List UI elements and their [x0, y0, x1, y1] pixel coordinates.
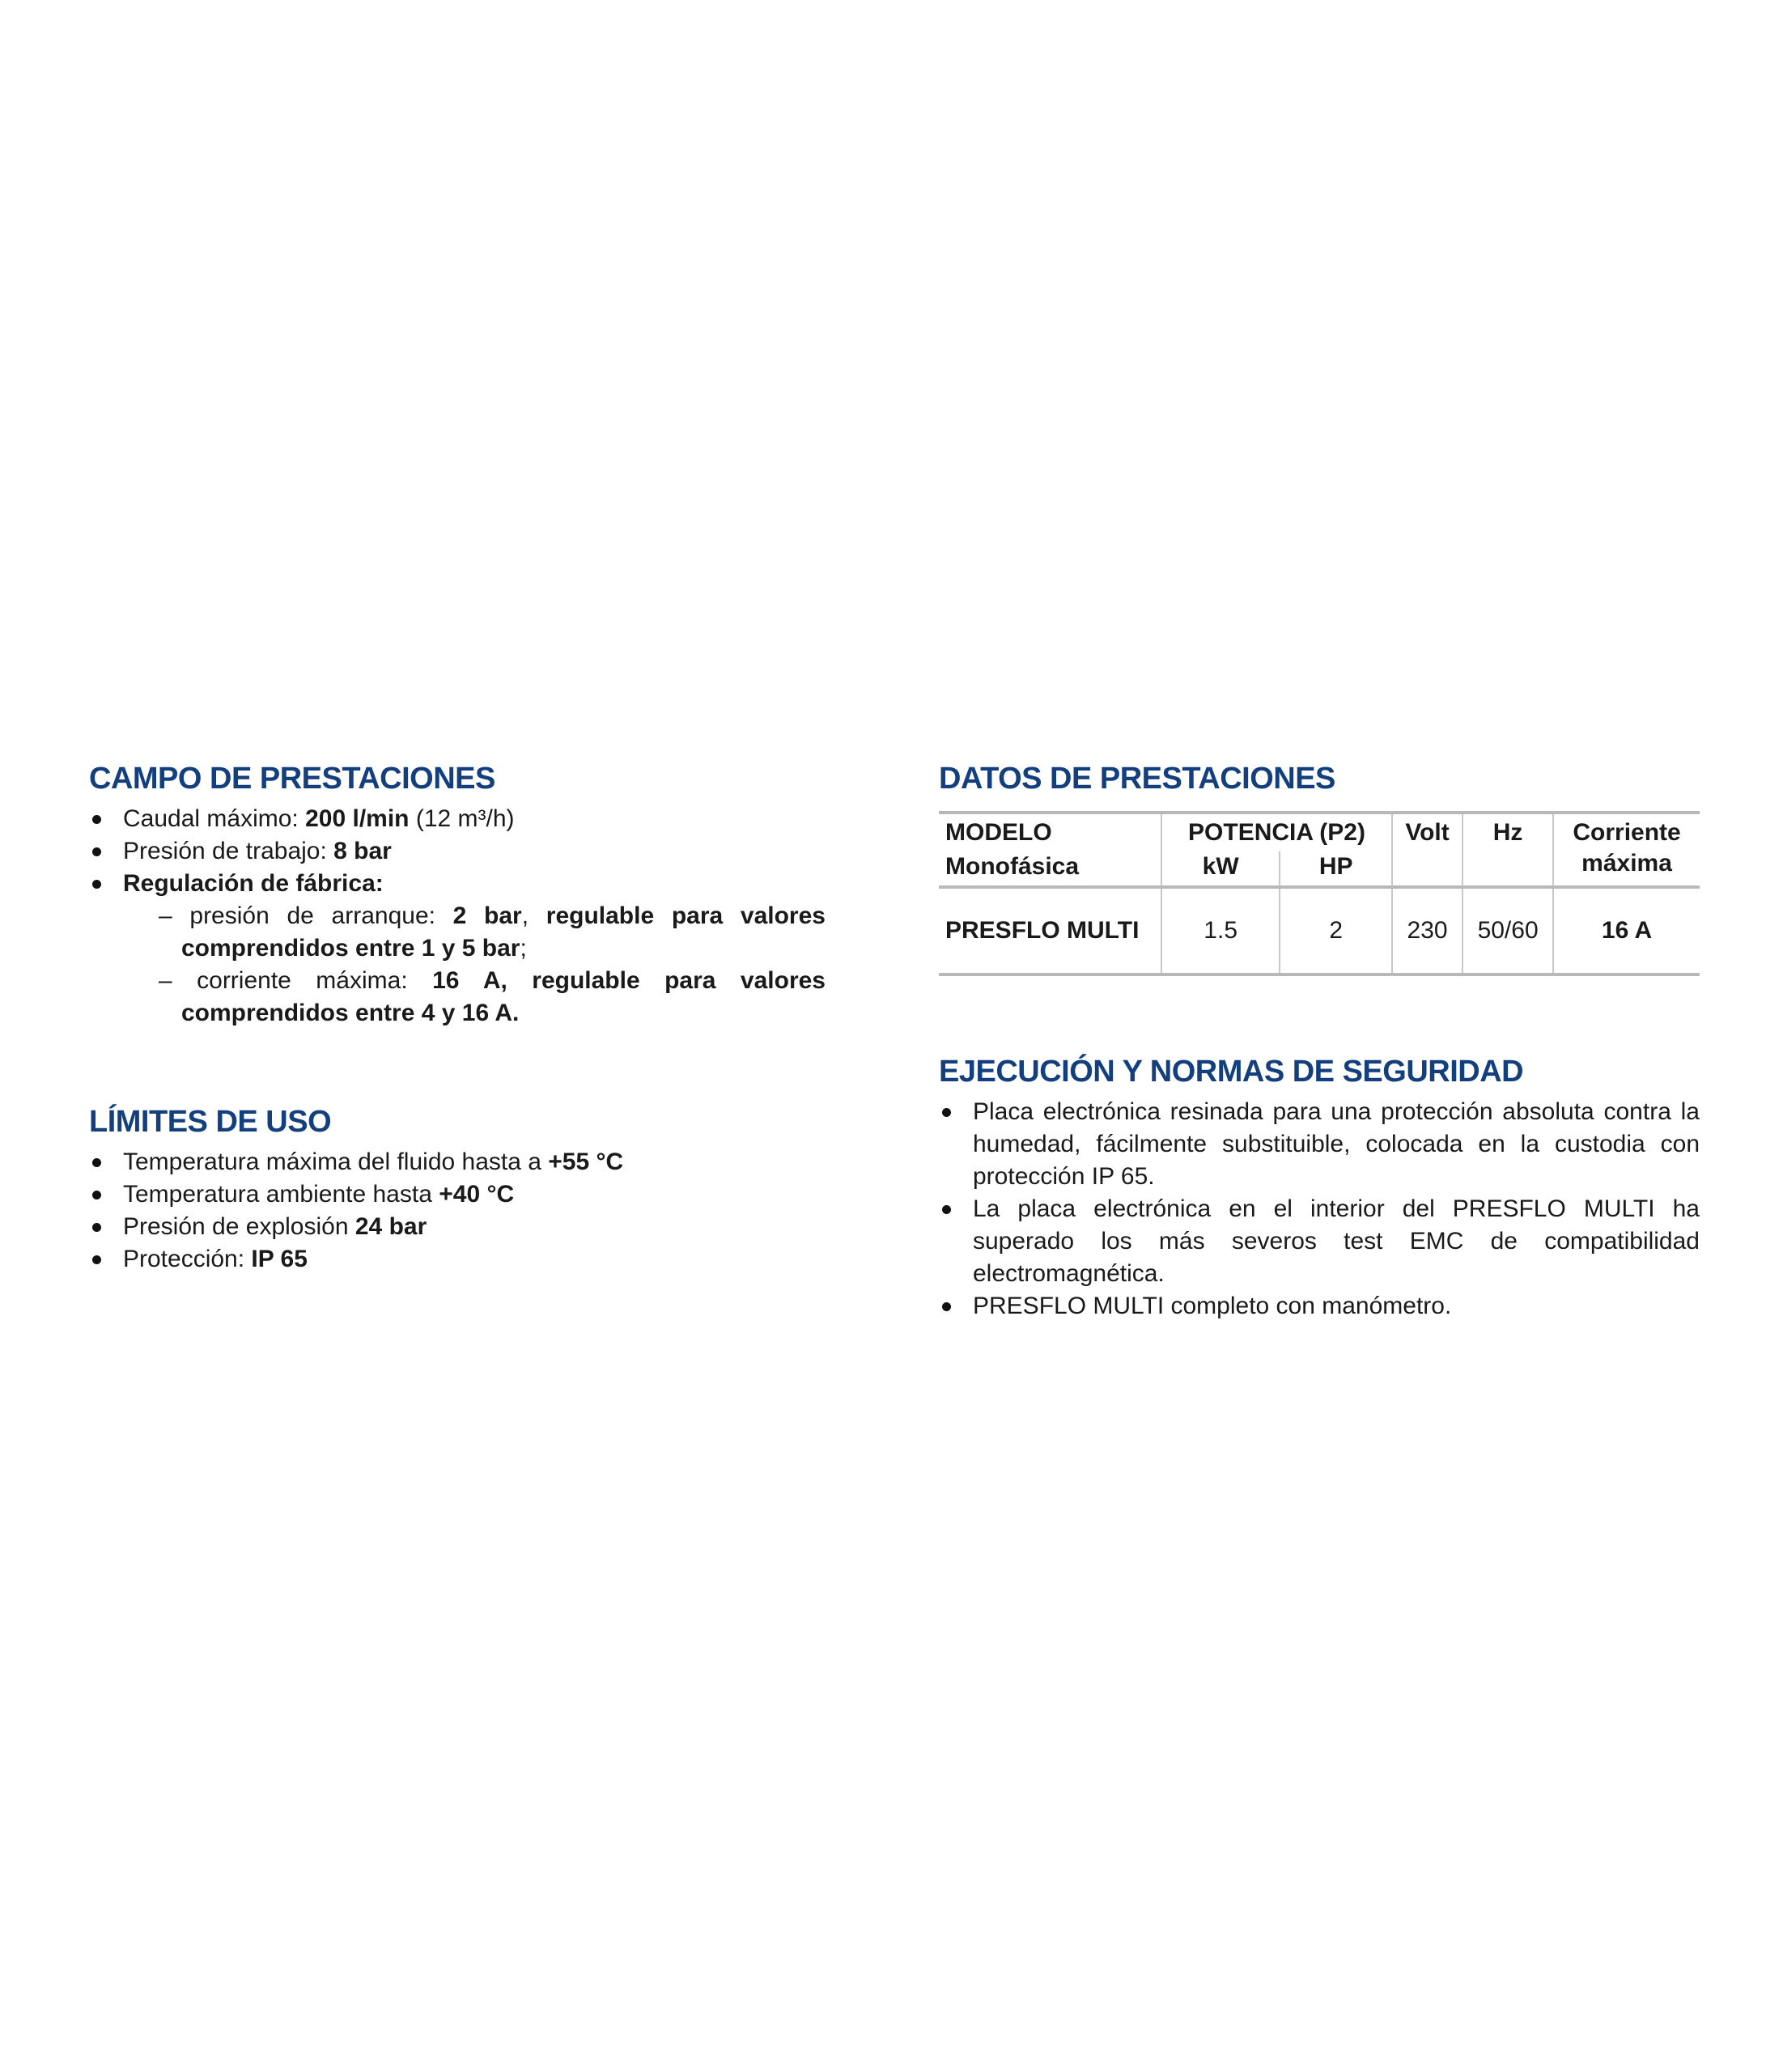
- table-row: [939, 887, 1700, 974]
- header-hz: Hz: [1462, 813, 1553, 887]
- header-monofasica: Monofásica: [945, 853, 1080, 880]
- header-corriente: [1553, 813, 1700, 887]
- temp-fluido-label: Temperatura máxima del fluido hasta a: [123, 1149, 549, 1175]
- sub1-end: ;: [520, 935, 527, 962]
- regulacion-label: Regulación de fábrica:: [123, 870, 384, 897]
- header-hp: HP: [1280, 851, 1392, 887]
- proteccion-value: IP 65: [251, 1246, 308, 1272]
- explosion-value: 24 bar: [354, 1213, 427, 1240]
- presion-value: 8 bar: [333, 838, 392, 864]
- cell-model: PRESFLO MULTI: [945, 917, 1140, 944]
- list-item: [89, 868, 826, 1030]
- list-item: Placa electrónica resinada para una protección absoluta contra la humedad, fácilmente substituible, colocada en la custodia con protección IP 65.: [939, 1096, 1700, 1193]
- sub1-label: – presión de arranque:: [159, 902, 453, 929]
- sub-item: [123, 965, 826, 1030]
- limites-heading: LÍMITES DE USO: [89, 1105, 332, 1139]
- cell-hz: 50/60: [1462, 887, 1553, 974]
- header-kw: kW: [1161, 851, 1280, 887]
- sub1-value: 2 bar: [452, 902, 522, 929]
- list-item: [89, 1178, 826, 1211]
- list-item: [89, 1146, 826, 1178]
- right-column: [939, 761, 1700, 1323]
- sub-item: [123, 900, 826, 965]
- explosion-label: Presión de explosión: [123, 1213, 355, 1240]
- ejecucion-heading: EJECUCIÓN Y NORMAS DE SEGURIDAD: [939, 1055, 1524, 1089]
- cell-volt: 230: [1392, 887, 1462, 974]
- proteccion-label: Protección:: [123, 1246, 252, 1272]
- left-column: [89, 761, 826, 1276]
- ejecucion-list: [939, 1096, 1700, 1323]
- presion-label: Presión de trabajo:: [123, 838, 334, 864]
- temp-fluido-value: +55 °C: [548, 1149, 624, 1175]
- sub1-comma: ,: [521, 902, 546, 929]
- cell-kw: 1.5: [1161, 887, 1280, 974]
- cell-corriente: 16 A: [1553, 887, 1700, 974]
- list-item: [89, 1211, 826, 1243]
- list-item: [89, 803, 826, 835]
- temp-amb-label: Temperatura ambiente hasta: [123, 1181, 439, 1208]
- performance-table: [939, 811, 1700, 976]
- campo-heading: CAMPO DE PRESTACIONES: [89, 762, 495, 796]
- list-item: PRESFLO MULTI completo con manómetro.: [939, 1290, 1700, 1323]
- header-corriente-line1: Corriente: [1573, 819, 1681, 846]
- campo-list: [89, 803, 826, 1030]
- list-item: [89, 1243, 826, 1276]
- regulacion-sublist: [123, 900, 826, 1030]
- caudal-value: 200 l/min: [305, 805, 410, 832]
- header-potencia: POTENCIA (P2): [1161, 813, 1392, 851]
- sub2-value: 16 A, regulable para valores comprendidos entre 4 y 16 A.: [181, 967, 826, 1026]
- table-header-row: [939, 813, 1700, 851]
- header-corriente-line2: máxima: [1581, 850, 1672, 877]
- caudal-label: Caudal máximo:: [123, 805, 306, 832]
- caudal-extra: (12 m³/h): [409, 805, 515, 832]
- list-item: La placa electrónica en el interior del PRESFLO MULTI ha superado los más severos test EMC de compatibilidad electromagnética.: [939, 1193, 1700, 1290]
- cell-hp: 2: [1280, 887, 1392, 974]
- datos-heading: DATOS DE PRESTACIONES: [939, 762, 1335, 796]
- limites-list: [89, 1146, 826, 1276]
- sub2-label: – corriente máxima:: [159, 967, 433, 994]
- header-volt: Volt: [1392, 813, 1462, 887]
- sub1-rest: regulable para valores comprendidos entre 1 y 5 bar: [181, 902, 826, 962]
- temp-amb-value: +40 °C: [439, 1181, 515, 1208]
- list-item: [89, 835, 826, 868]
- header-modelo: MODELO: [945, 819, 1052, 846]
